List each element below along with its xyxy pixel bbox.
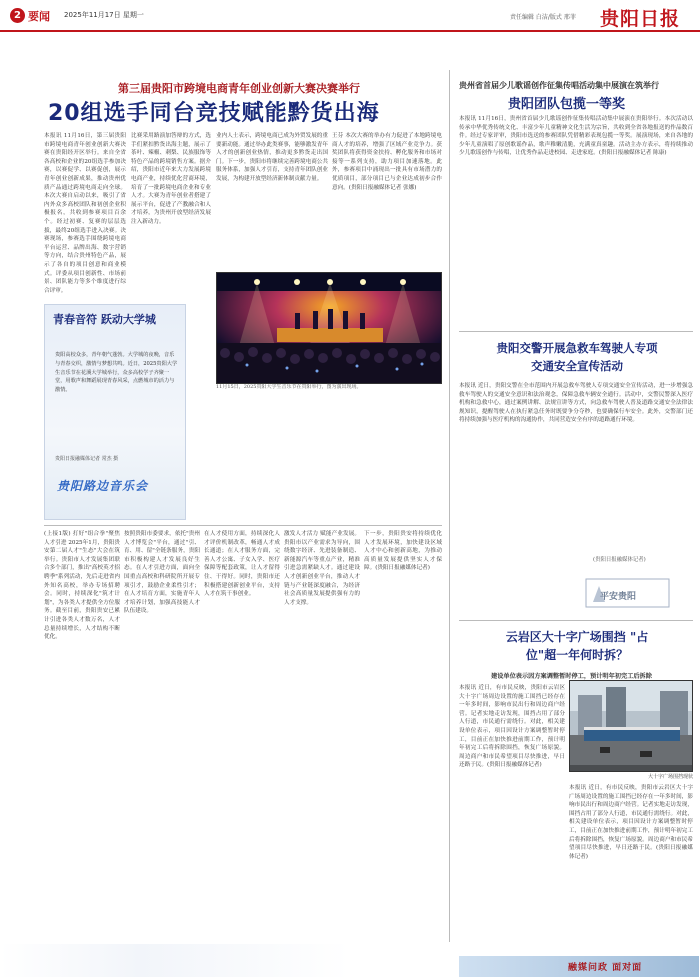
feature-credit: 贵阳日报融媒体记者 常杰 摄 bbox=[55, 456, 119, 462]
issue-date: 2025年11月17日 星期一 bbox=[64, 11, 144, 19]
lower-col-3: 在人才使用方面，持续深化人才评价机制改革，畅通人才成长通道；在人才服务方面，完善人才公寓、子女入学、医疗保障等配套政策，让人才留得住、干得好。同时，贵阳市还积极搭建创新创业平台，支持人才在筑干事创业。 bbox=[204, 531, 280, 598]
lower-col-1-text: 2025年1月，贵阳贵安第二届人才"生态"大会在筑举行。贵阳市人才发展集团联合多个部门，推出"高校英才招聘季"系列活动，先后走进省内外知名高校，举办专场招聘会。同时，持续深化"筑才计划"，为各类人才提供全方位服务。截至目前，贵阳贵安已累计引进各类人才数万名，人才总量持续增长，人才结构不断优化。 bbox=[44, 539, 120, 641]
lower-col-5: 下一步，贵阳贵安将持续优化人才发展环境，加快建设区域人才中心和创新高地，为推动高质量发展提供坚实人才保障。(贵阳日报融媒体记者) bbox=[364, 531, 442, 572]
feature-body: 贵阳高校众多，青年朝气蓬勃。大学城的夜晚，音乐与青春交织，激情与梦想共鸣。近日，2025贵阳大学生音乐节在花溪大学城举行，众多高校学子齐聚一堂，用歌声和舞蹈展现青春风采，点燃城市的活力与激情。 bbox=[55, 352, 178, 394]
right-mid-credit: (贵阳日报融媒体记者) bbox=[593, 557, 646, 563]
lead-col-2: 比赛采用路演加答辩的方式，选手们紧扣黔货出海主题，展示了茶叶、辣椒、刺梨、民族服饰等特色产品的跨境销售方案。据介绍，贵阳市近年来大力发展跨境电商产业，持续优化营商环境，培育了一批跨境电商企业和专业人才。大赛为青年创业者搭建了展示平台，促进了产教融合和人才培养，为贵州开放型经济发展注入新动力。 bbox=[131, 133, 211, 225]
column-divider bbox=[449, 70, 450, 942]
right-divider-1 bbox=[459, 331, 693, 332]
page-number: 2 bbox=[10, 8, 25, 23]
page-header bbox=[0, 0, 700, 32]
right-bottom-headline[interactable]: 云岩区大十字广场围挡 "占位"超一年何时拆？ bbox=[505, 630, 649, 662]
lead-col-4: 王芬 本次大赛的举办有力促进了本地跨境电商人才的培养，增强了区域产业竞争力。获奖团队将获得资金扶持、孵化服务和市场对接等一系列支持，助力项目加速落地。此外，参赛项目中涌现出一批具有市场潜力的优质项目，部分项目已与企业达成初步合作意向。(贵阳日报融媒体记者 张娜) bbox=[332, 133, 442, 191]
lead-col-3: 业内人士表示，跨境电商已成为外贸发展的重要新动能。通过举办此类赛事，能够激发青年人才的创新创业热情，推动更多黔货走出国门。下一步，贵阳市将继续完善跨境电商公共服务体系，加强人才引育，支持青年团队创业发展，为构建开放型经济新体制贡献力量。 bbox=[216, 133, 328, 182]
feature-title[interactable]: 青春音符 跃动大学城 bbox=[53, 313, 156, 326]
concert-photo[interactable] bbox=[216, 272, 442, 384]
street-photo[interactable] bbox=[569, 680, 693, 772]
lower-col-1 bbox=[44, 530, 120, 940]
lower-intro: (上接1版) 打好"组合拳"聚焦人才引进 bbox=[44, 531, 120, 546]
safe-guiyang-text: 平安贵阳 bbox=[600, 592, 637, 602]
street-photo-image bbox=[570, 681, 693, 772]
right-divider-2 bbox=[459, 620, 693, 621]
concert-photo-image bbox=[217, 273, 442, 384]
lead-subtitle: 第三届贵阳市跨境电商青年创业创新大赛决赛举行 bbox=[118, 82, 360, 95]
right-bottom-subtitle: 建设单位表示因方案调整暂时停工，预计明年初完工后拆除 bbox=[491, 673, 652, 680]
right-top-subtitle: 贵州省首届少儿歌谣创作征集传唱活动集中展演在筑举行 bbox=[459, 80, 659, 90]
right-mid-body: 本报讯 近日，贵阳交警在全市范围内开展急救车驾驶人专项交通安全宣传活动，进一步增强急救车驾驶人的交通安全意识和法治观念，保障急救车辆安全通行。活动中，交警民警深入医疗机构和急救中心，通过案例讲解、法规宣讲等方式，向急救车驾驶人普及道路交通安全法律法规知识，提醒驾驶人在执行紧急任务时既要争分夺秒，也要确保行车安全。此外，交警部门还将持续加强与医疗机构的沟通协作，共同营造安全有序的道路通行环境。 bbox=[459, 383, 693, 424]
section-divider bbox=[44, 525, 442, 526]
right-top-body: 本报讯 11月16日，贵州省首届少儿歌谣创作征集传唱活动集中展演在贵阳举行。本次活动以传承中华优秀传统文化、丰富少年儿童精神文化生活为宗旨，共收到全省各地报送的作品数百件。经过专家评审，贵阳市选送的参赛团队凭借精彩表现包揽一等奖。展演现场，来自各地的少年儿童演唱了原创歌谣作品，歌声稚嫩清脆，充满童真童趣。活动主办方表示，将持续推动少儿歌谣创作与传唱，让优秀作品走进校园、走进家庭。(贵阳日报融媒体记者 陈康) bbox=[459, 116, 693, 157]
right-bottom-body-1: 本报讯 近日，有市民反映，贵阳市云岩区大十字广场周边设置的施工围挡已经存在一年多时间，影响市民出行和周边商户经营。记者实地走访发现，围挡占用了部分人行道，市民通行需绕行。对此，相关建设单位表示，项目因设计方案调整暂时停工，目前正在加快推进前期工作，预计明年初完工后将拆除围挡，恢复广场原貌。周边商户和市民希望项目尽快推进，早日还路于民。(贵阳日报融媒体记者) bbox=[459, 685, 565, 769]
lead-headline[interactable]: 20组选手同台竞技赋能黔货出海 bbox=[48, 101, 380, 126]
footer-slogan[interactable]: 融媒问政 面对面 bbox=[568, 963, 643, 973]
street-photo-caption: 大十字广场围挡现状 bbox=[647, 774, 693, 780]
feature-box bbox=[44, 304, 186, 520]
editors-credit: 责任编辑 白洁/版式 邢菲 bbox=[510, 14, 576, 21]
feature-event-logo: 贵阳路边音乐会 bbox=[57, 479, 149, 493]
right-mid-headline[interactable]: 贵阳交警开展急救车驾驶人专项交通安全宣传活动 bbox=[496, 341, 658, 373]
right-top-headline[interactable]: 贵阳团队包揽一等奖 bbox=[508, 97, 626, 112]
section-label: 要闻 bbox=[28, 10, 50, 23]
right-bottom-body-2: 本报讯 近日，有市民反映，贵阳市云岩区大十字广场周边设置的施工围挡已经存在一年多时间，影响市民出行和周边商户经营。记者实地走访发现，围挡占用了部分人行道，市民通行需绕行。对此，相关建设单位表示，项目因设计方案调整暂时停工，目前正在加快推进前期工作，预计明年初完工后将拆除围挡，恢复广场原貌。周边商户和市民希望项目尽快推进，早日还路于民。(贵阳日报融媒体记者) bbox=[569, 785, 693, 860]
lead-col-1: 本报讯 11月16日，第三届贵阳市跨境电商青年创业创新大赛决赛在贵阳经开区举行。来自全省各高校和企业的20组选手参加决赛，以赛促学、以赛促创，展示青年创业创新成果，推动贵州优质产品通过跨境电商走向全球。本次大赛自启动以来，吸引了省内外众多高校团队和初创企业积极报名，共收到参赛项目百余个。经过初赛、复赛的层层选拔，最终20组选手进入决赛。决赛现场，参赛选手围绕跨境电商平台运营、品牌出海、数字营销等方向，结合贵州特色产品，展示了各自的项目创意和商业模式。评委从项目创新性、市场前景、团队能力等多个维度进行综合评审。 bbox=[44, 133, 126, 294]
concert-photo-caption: 11月15日，2025贵阳大学生音乐节在贵阳举行，图为演出现场。 bbox=[216, 384, 362, 390]
newspaper-logo[interactable]: 贵阳日报 bbox=[600, 8, 681, 30]
lower-col-4: 激发人才活力 赋能产业发展。贵阳市以产业需求为导向，围绕数字经济、先进装备制造、新能源汽车等重点产业，精准引进急需紧缺人才。通过建设人才创新创业平台，推动人才链与产业链深度融合，为经济社会高质量发展提供强有力的人才支撑。 bbox=[284, 531, 360, 606]
lower-col-2: 按照贵阳市委要求，依托"贵州人才博览会"平台，通过"引、育、用、留"全链条服务，贵阳市积极构建人才发展良好生态。在人才引进方面，面向全国重点高校和科研院所开展专项引才，鼓励企业柔性引才；在人才培育方面，实施青年人才培养计划，加强高技能人才队伍建设。 bbox=[124, 531, 200, 615]
